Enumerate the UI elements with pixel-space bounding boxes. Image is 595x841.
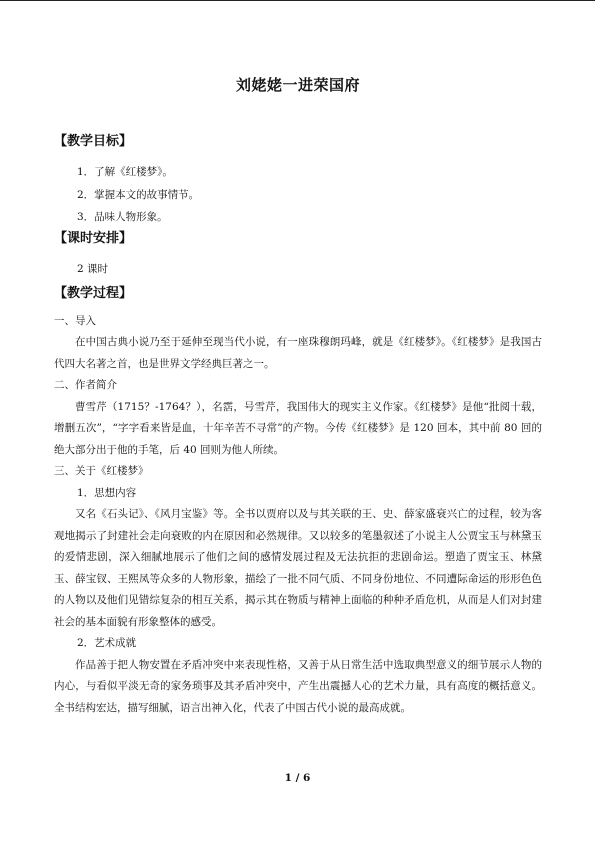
author-paragraph: 曹雪芹（1715？-1764？），名霑，号雪芹，我国伟大的现实主义作家。《红楼梦》是他“批阅十载，增删五次”，“字字看来皆是血，十年辛苦不寻常”的产物。今传《红楼梦》是 120 回本，其中前 80 回的绝大部分出于他的手笔，后 40 回则为他人所续。 [54, 400, 542, 456]
subsection-heading-author: 二、作者简介 [54, 379, 117, 391]
page-number: 1 / 6 [284, 772, 311, 784]
process-body [54, 311, 542, 720]
intro-paragraph: 在中国古典小说乃至于延伸至现当代小说，有一座珠穆朗玛峰，就是《红楼梦》。《红楼梦》是我国古代四大名著之首，也是世界文学经典巨著之一。 [54, 336, 542, 370]
section-heading-goals: 【教学目标】 [54, 134, 133, 149]
content-paragraph: 又名《石头记》、《风月宝鉴》等。全书以贾府以及与其关联的王、史、薛家盛衰兴亡的过程，较为客观地揭示了封建社会走向衰败的内在原因和必然规律。又以较多的笔墨叙述了小说主人公贾宝玉与林黛玉的爱情悲剧，深入细腻地展示了他们之间的感情发展过程及无法抗拒的悲剧命运。塑造了贾宝玉、林黛玉、薛宝钗、王熙凤等众多的人物形象，描绘了一批不同气质、不同身份地位、不同遭际命运的形形色色的人物以及他们见错综复杂的相互关系，揭示其在物质与精神上面临的种种矛盾危机，从而是人们对封建社会的基本面貌有形象整体的感受。 [54, 508, 542, 628]
list-item: 3．品味人物形象。 [77, 211, 168, 223]
subsubsection-heading-art: 2．艺术成就 [77, 637, 137, 649]
document-title: 刘姥姥一进荣国府 [235, 76, 360, 94]
document-page [54, 76, 542, 719]
list-item: 2．掌握本文的故事情节。 [77, 188, 200, 201]
subsection-heading-intro: 一、导入 [54, 314, 96, 327]
schedule-text: 2 课时 [77, 262, 109, 275]
goals-list [54, 164, 542, 225]
subsubsection-heading-content: 1．思想内容 [77, 486, 137, 499]
header-rule [0, 0, 595, 1]
section-heading-process: 【教学过程】 [54, 285, 133, 301]
section-heading-schedule: 【课时安排】 [54, 230, 133, 246]
art-paragraph: 作品善于把人物安置在矛盾冲突中来表现性格，又善于从日常生活中选取典型意义的细节展示人物的内心，与看似平淡无奇的家务琐事及其矛盾冲突中，产生出震撼人心的艺术力量，具有高度的概括意义。全书结构宏达，描写细腻，语言出神入化，代表了中国古代小说的最高成就。 [54, 658, 542, 714]
list-item: 1．了解《红楼梦》。 [77, 166, 173, 178]
subsection-heading-about: 三、关于《红楼梦》 [54, 465, 149, 477]
